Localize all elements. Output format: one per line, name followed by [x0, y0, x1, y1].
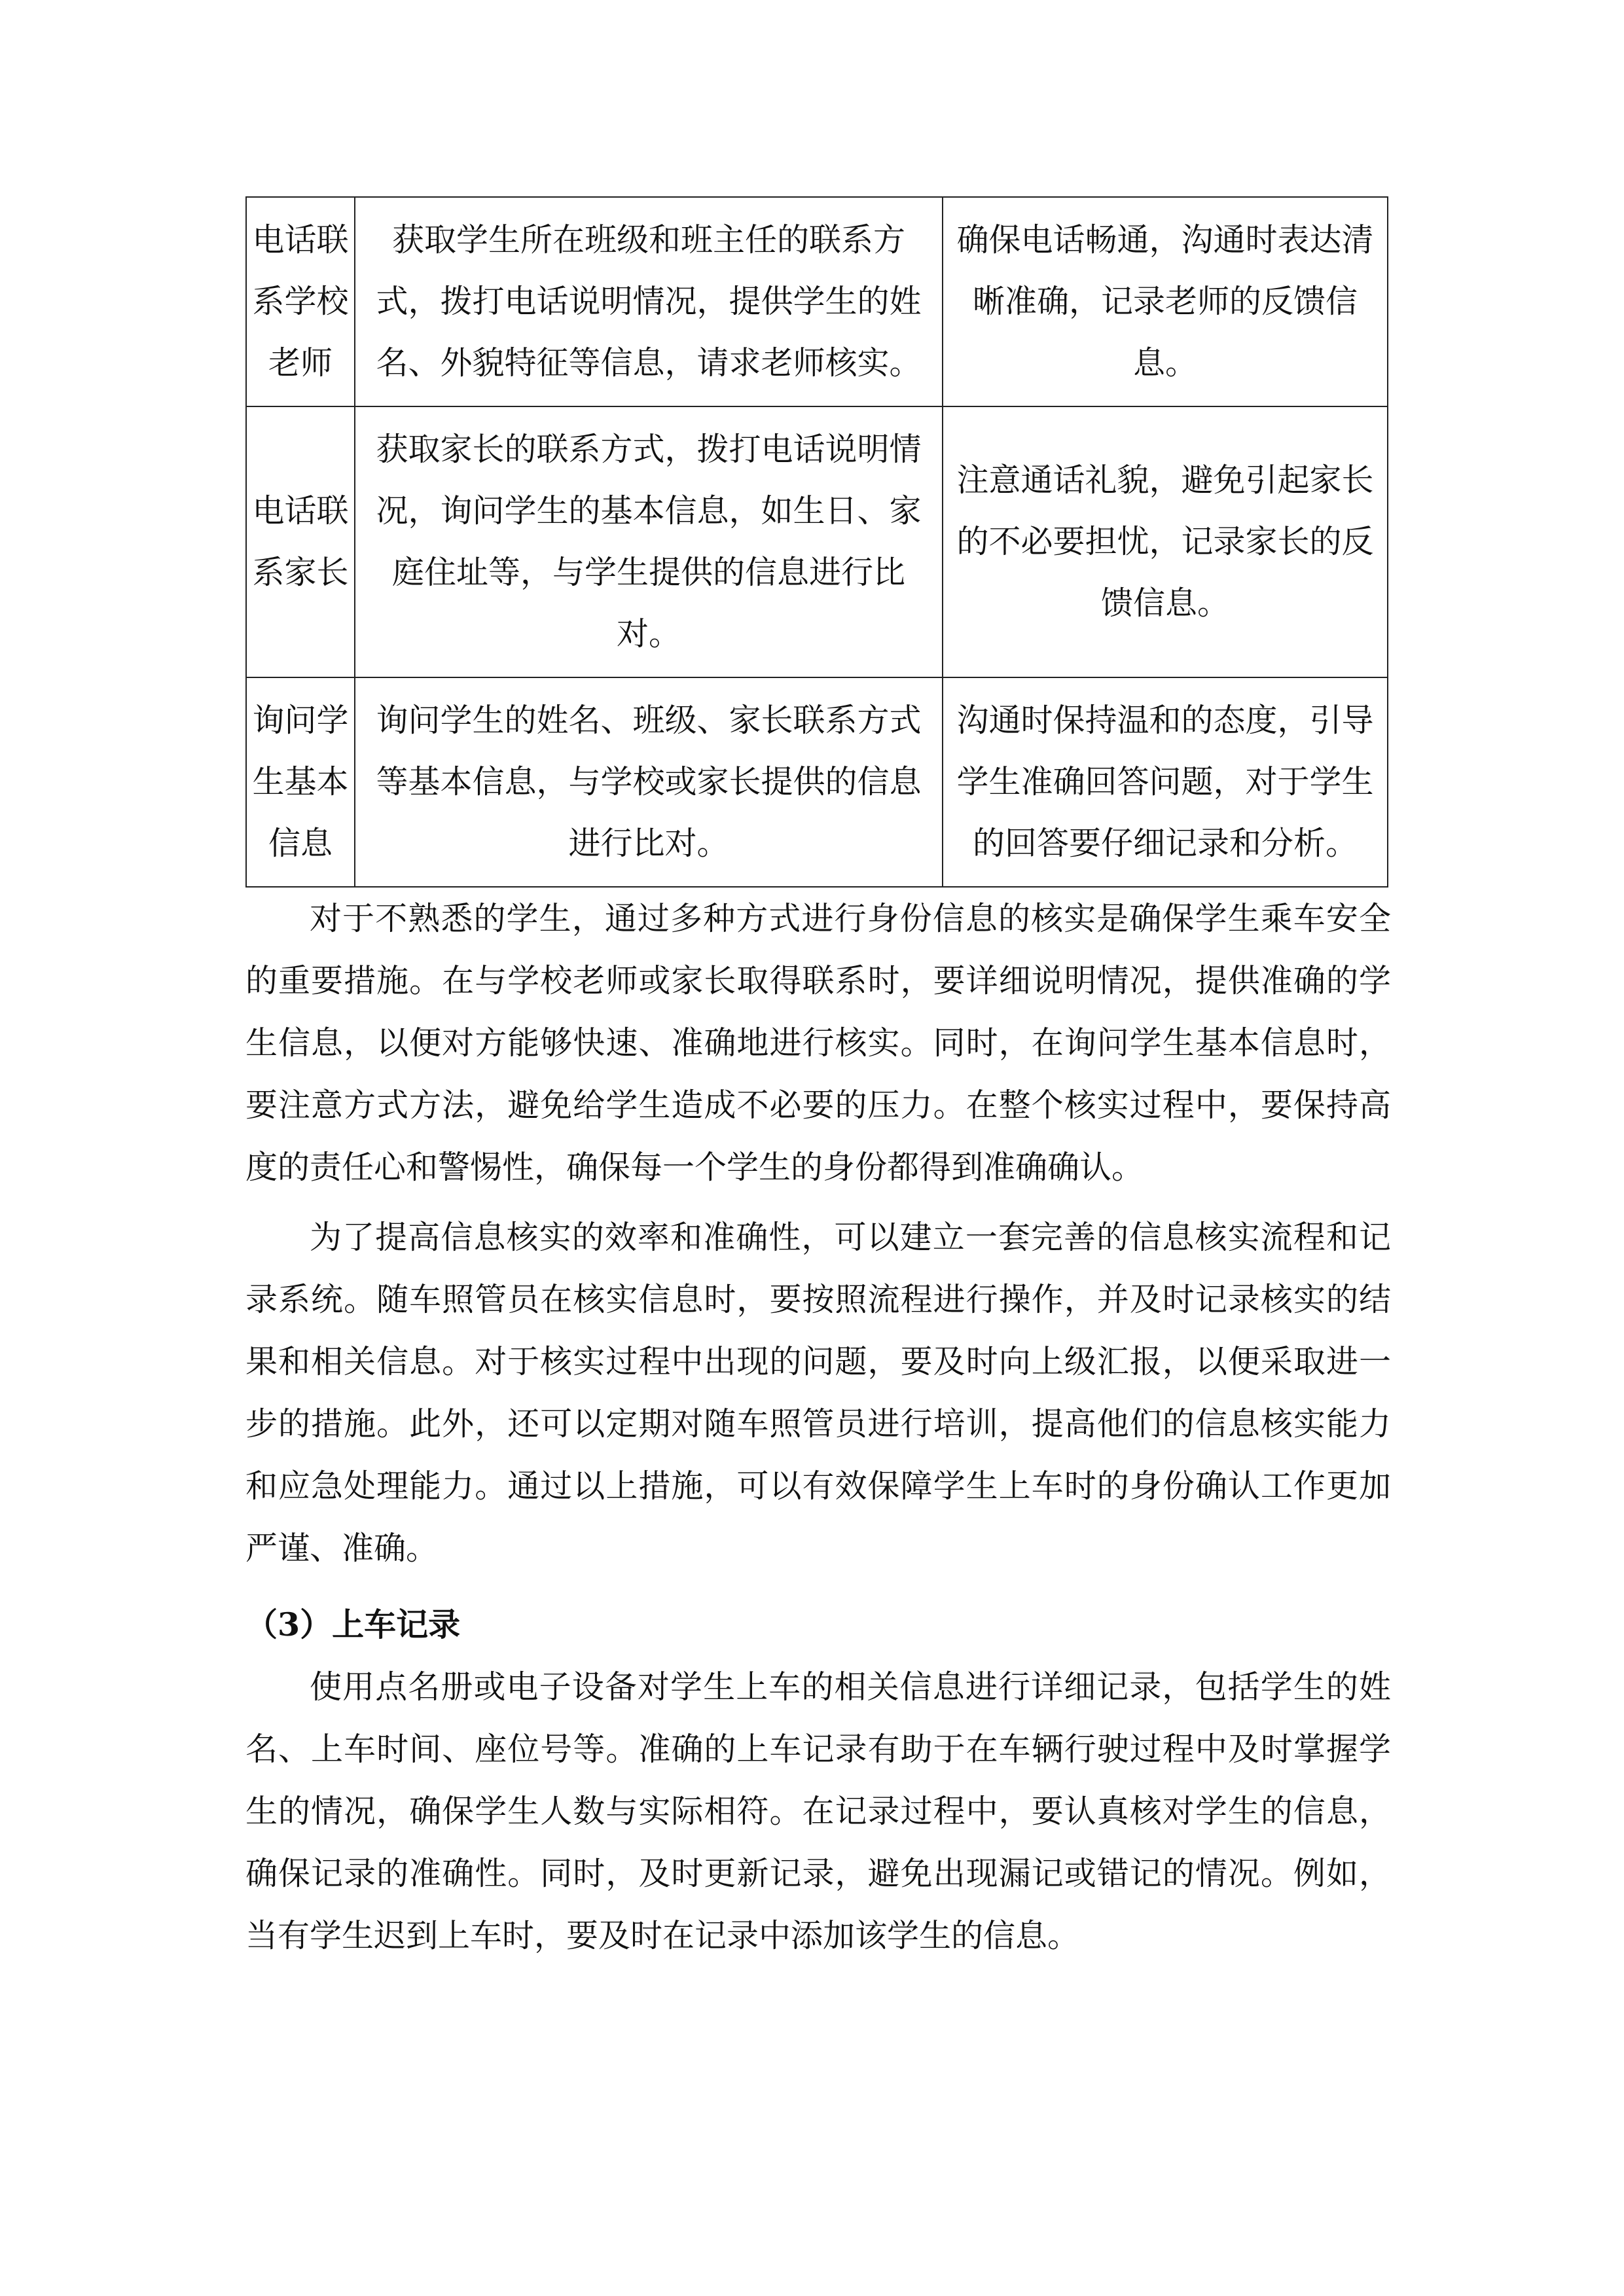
table-row	[246, 406, 1388, 677]
method-cell: 电话联系家长	[246, 406, 355, 677]
steps-cell: 询问学生的姓名、班级、家长联系方式等基本信息，与学校或家长提供的信息进行比对。	[355, 677, 943, 887]
table-row	[246, 197, 1388, 406]
section-heading-boarding-record: （3）上车记录	[245, 1605, 461, 1643]
method-cell: 询问学生基本信息	[246, 677, 355, 887]
notes-cell: 沟通时保持温和的态度，引导学生准确回答问题，对于学生的回答要仔细记录和分析。	[943, 677, 1388, 887]
paragraph-boarding-record: 使用点名册或电子设备对学生上车的相关信息进行详细记录，包括学生的姓名、上车时间、座位号等。准确的上车记录有助于在车辆行驶过程中及时掌握学生的情况，确保学生人数与实际相符。在记录过程中，要认真核对学生的信息，确保记录的准确性。同时，及时更新记录，避免出现漏记或错记的情况。例如，当有学生迟到上车时，要及时在记录中添加该学生的信息。	[245, 1668, 1391, 1954]
paragraph-verification-importance: 对于不熟悉的学生，通过多种方式进行身份信息的核实是确保学生乘车安全的重要措施。在与学校老师或家长取得联系时，要详细说明情况，提供准确的学生信息，以便对方能够快速、准确地进行核实。同时，在询问学生基本信息时，要注意方式方法，避免给学生造成不必要的压力。在整个核实过程中，要保持高度的责任心和警惕性，确保每一个学生的身份都得到准确确认。	[245, 900, 1391, 1186]
verification-methods-table	[245, 196, 1388, 888]
table-row	[246, 677, 1388, 887]
steps-cell: 获取学生所在班级和班主任的联系方式，拨打电话说明情况，提供学生的姓名、外貌特征等信息，请求老师核实。	[355, 197, 943, 406]
paragraph-verification-process: 为了提高信息核实的效率和准确性，可以建立一套完善的信息核实流程和记录系统。随车照管员在核实信息时，要按照流程进行操作，并及时记录核实的结果和相关信息。对于核实过程中出现的问题，要及时向上级汇报，以便采取进一步的措施。此外，还可以定期对随车照管员进行培训，提高他们的信息核实能力和应急处理能力。通过以上措施，可以有效保障学生上车时的身份确认工作更加严谨、准确。	[245, 1219, 1391, 1567]
notes-cell: 注意通话礼貌，避免引起家长的不必要担忧，记录家长的反馈信息。	[943, 406, 1388, 677]
method-cell: 电话联系学校老师	[246, 197, 355, 406]
document-body	[245, 196, 1391, 1967]
notes-cell: 确保电话畅通，沟通时表达清晰准确，记录老师的反馈信息。	[943, 197, 1388, 406]
steps-cell: 获取家长的联系方式，拨打电话说明情况，询问学生的基本信息，如生日、家庭住址等，与学生提供的信息进行比对。	[355, 406, 943, 677]
